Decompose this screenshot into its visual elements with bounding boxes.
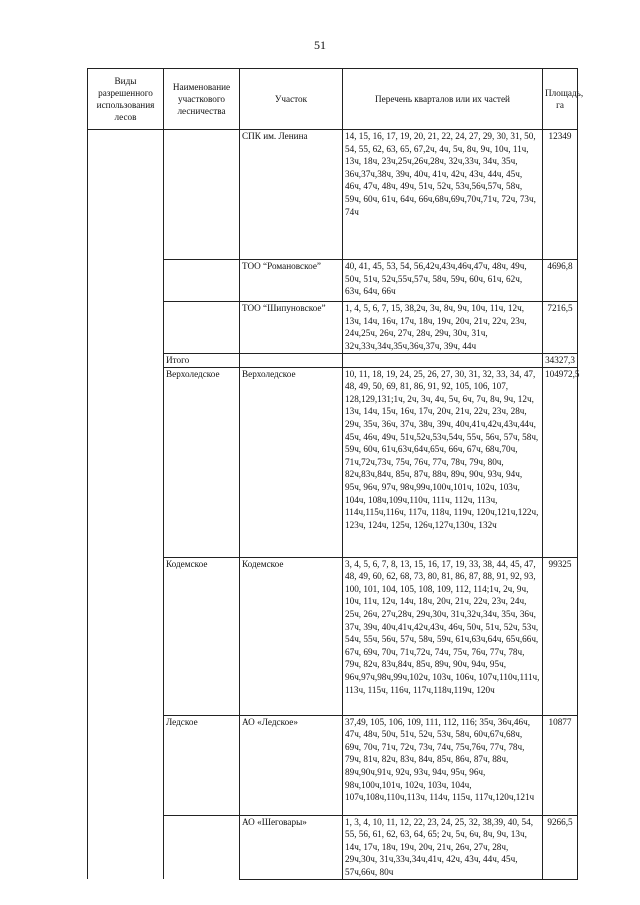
header-quarters: Перечень кварталов или их частей (343, 69, 543, 130)
quarters-cell: 10, 11, 18, 19, 24, 25, 26, 27, 30, 31, 32, 33, 34, 47, 48, 49, 50, 69, 81, 86, 91, 92, 105, 106, 107, 128,129,131;1ч, 2ч, 3ч, 4ч, 5ч, 6ч, 7ч, 8ч, 9ч, 12ч, 13ч, 14ч, 15ч, 16ч, 17ч, 20ч, 21ч, 22ч, 23ч, 28ч, 29ч, 35ч, 36ч, 37ч, 38ч, 39ч, 40ч,41ч,42ч,43ч,44ч, 45ч, 46ч, 49ч, 51ч,52ч,53ч,54ч, 55ч, 56ч, 57ч, 58ч, 59ч, 60ч, 61ч,63ч,64ч,65ч, 66ч, 67ч, 68ч,70ч, 71ч,72ч,73ч, 75ч, 76ч, 77ч, 78ч, 79ч, 80ч, 82ч,83ч,84ч, 85ч, 87ч, 88ч, 89ч, 90ч, 93ч, 94ч, 95ч, 96ч, 97ч, 98ч,99ч,100ч,101ч, 102ч, 103ч, 104ч, 108ч,109ч,110ч, 111ч, 112ч, 113ч, 114ч,115ч,116ч, 117ч, 118ч, 119ч, 120ч,121ч,122ч, 123ч, 124ч, 125ч, 126ч,127ч,130ч, 132ч (343, 367, 543, 557)
table-header-row (88, 69, 578, 130)
use-type-cell (88, 557, 164, 715)
plot-cell: Верхоледское (240, 367, 343, 557)
forestry-cell (164, 130, 240, 260)
use-type-cell (88, 815, 164, 879)
plot-cell: Кодемское (240, 557, 343, 715)
table-row (88, 715, 578, 815)
quarters-cell: 40, 41, 45, 53, 54, 56,42ч,43ч,46ч,47ч, 48ч, 49ч, 50ч, 51ч, 52ч,55ч,57ч, 58ч, 59ч, 60ч, 61ч, 62ч, 63ч, 64ч, 66ч (343, 260, 543, 302)
quarters-cell: 3, 4, 5, 6, 7, 8, 13, 15, 16, 17, 19, 33, 38, 44, 45, 47, 48, 49, 60, 62, 68, 73, 80, 81, 86, 87, 88, 91, 92, 93, 100, 101, 104, 105, 108, 109, 112, 114;1ч, 2ч, 9ч, 10ч, 11ч, 12ч, 14ч, 18ч, 20ч, 21ч, 22ч, 23ч, 24ч, 25ч, 26ч, 27ч,28ч, 29ч,30ч, 31ч,32ч,34ч, 35ч, 36ч, 37ч, 39ч, 40ч,41ч,42ч,43ч, 46ч, 50ч, 51ч, 52ч, 53ч, 54ч, 55ч, 56ч, 57ч, 58ч, 59ч, 61ч,63ч,64ч, 65ч,66ч, 67ч, 69ч, 70ч, 71ч,72ч, 74ч, 75ч, 76ч, 77ч, 78ч, 79ч, 82ч, 83ч,84ч, 85ч, 89ч, 90ч, 94ч, 95ч, 96ч,97ч,98ч,99ч,102ч, 103ч, 106ч, 107ч,110ч,111ч, 113ч, 115ч, 116ч, 117ч,118ч,119ч, 120ч (343, 557, 543, 715)
table-row-total (88, 354, 578, 368)
plot-cell: АО «Ледское» (240, 715, 343, 815)
area-cell: 4696,8 (543, 260, 578, 302)
use-type-cell (88, 715, 164, 815)
area-cell: 34327,3 (543, 354, 578, 368)
use-type-cell (88, 302, 164, 354)
forestry-cell (164, 815, 240, 879)
plot-cell: ТОО “Романовское” (240, 260, 343, 302)
forestry-cell: Ледское (164, 715, 240, 815)
forestry-cell: Итого (164, 354, 240, 368)
quarters-cell: 1, 4, 5, 6, 7, 15, 38,2ч, 3ч, 8ч, 9ч, 10ч, 11ч, 12ч, 13ч, 14ч, 16ч, 17ч, 18ч, 19ч, 20ч, 21ч, 22ч, 23ч, 24ч,25ч, 26ч, 27ч, 28ч, 29ч, 30ч, 31ч, 32ч,33ч,34ч,35ч,36ч,37ч, 39ч, 44ч (343, 302, 543, 354)
area-cell: 104972,5 (543, 367, 578, 557)
area-cell: 9266,5 (543, 815, 578, 879)
area-cell: 99325 (543, 557, 578, 715)
page-number: 51 (314, 38, 326, 52)
table-row (88, 260, 578, 302)
forest-use-table (87, 68, 584, 880)
use-type-cell (88, 130, 164, 260)
header-forestry: Наименование участкового лесничества (164, 69, 240, 130)
area-cell: 12349 (543, 130, 578, 260)
plot-cell: АО «Шеговары» (240, 815, 343, 879)
plot-cell: ТОО “Шипуновское” (240, 302, 343, 354)
quarters-cell: 14, 15, 16, 17, 19, 20, 21, 22, 24, 27, 29, 30, 31, 50, 54, 55, 62, 63, 65, 67,2ч, 4ч, 5ч, 8ч, 9ч, 10ч, 11ч, 13ч, 18ч, 23ч,25ч,26ч,28ч, 32ч,33ч, 34ч, 35ч, 36ч,37ч,38ч, 39ч, 40ч, 41ч, 42ч, 43ч, 44ч, 45ч, 46ч, 47ч, 48ч, 49ч, 51ч, 52ч, 53ч,56ч,57ч, 58ч, 59ч, 60ч, 61ч, 64ч, 66ч,68ч,69ч,70ч,71ч, 72ч, 73ч, 74ч (343, 130, 543, 260)
header-use-type: Виды разрешенного использования лесов (88, 69, 164, 130)
table-row (88, 130, 578, 260)
use-type-cell (88, 354, 164, 368)
quarters-cell (343, 354, 543, 368)
area-cell: 7216,5 (543, 302, 578, 354)
use-type-cell (88, 367, 164, 557)
forestry-cell (164, 302, 240, 354)
plot-cell (240, 354, 343, 368)
header-plot: Участок (240, 69, 343, 130)
forestry-cell (164, 260, 240, 302)
forestry-cell: Верхоледское (164, 367, 240, 557)
plot-cell: СПК им. Ленина (240, 130, 343, 260)
table-row (88, 815, 578, 879)
table-row (88, 557, 578, 715)
forestry-cell: Кодемское (164, 557, 240, 715)
header-area: Площадь, га (543, 69, 578, 130)
use-type-cell (88, 260, 164, 302)
quarters-cell: 37,49, 105, 106, 109, 111, 112, 116; 35ч, 36ч,46ч, 47ч, 48ч, 50ч, 51ч, 52ч, 53ч, 58ч, 60ч,67ч,68ч, 69ч, 70ч, 71ч, 72ч, 73ч, 74ч, 75ч,76ч, 77ч, 78ч, 79ч, 81ч, 82ч, 83ч, 84ч, 85ч, 86ч, 87ч, 88ч, 89ч,90ч,91ч, 92ч, 93ч, 94ч, 95ч, 96ч, 98ч,100ч,101ч, 102ч, 103ч, 104ч, 107ч,108ч,110ч,113ч, 114ч, 115ч, 117ч,120ч,121ч (343, 715, 543, 815)
area-cell: 10877 (543, 715, 578, 815)
table-row (88, 367, 578, 557)
table-row (88, 302, 578, 354)
quarters-cell: 1, 3, 4, 10, 11, 12, 22, 23, 24, 25, 32, 38,39, 40, 54, 55, 56, 61, 62, 63, 64, 65; 2ч, 5ч, 6ч, 8ч, 9ч, 13ч, 14ч, 17ч, 18ч, 19ч, 20ч, 21ч, 26ч, 27ч, 28ч, 29ч,30ч, 31ч,33ч,34ч,41ч, 42ч, 43ч, 44ч, 45ч, 57ч,66ч, 80ч (343, 815, 543, 879)
